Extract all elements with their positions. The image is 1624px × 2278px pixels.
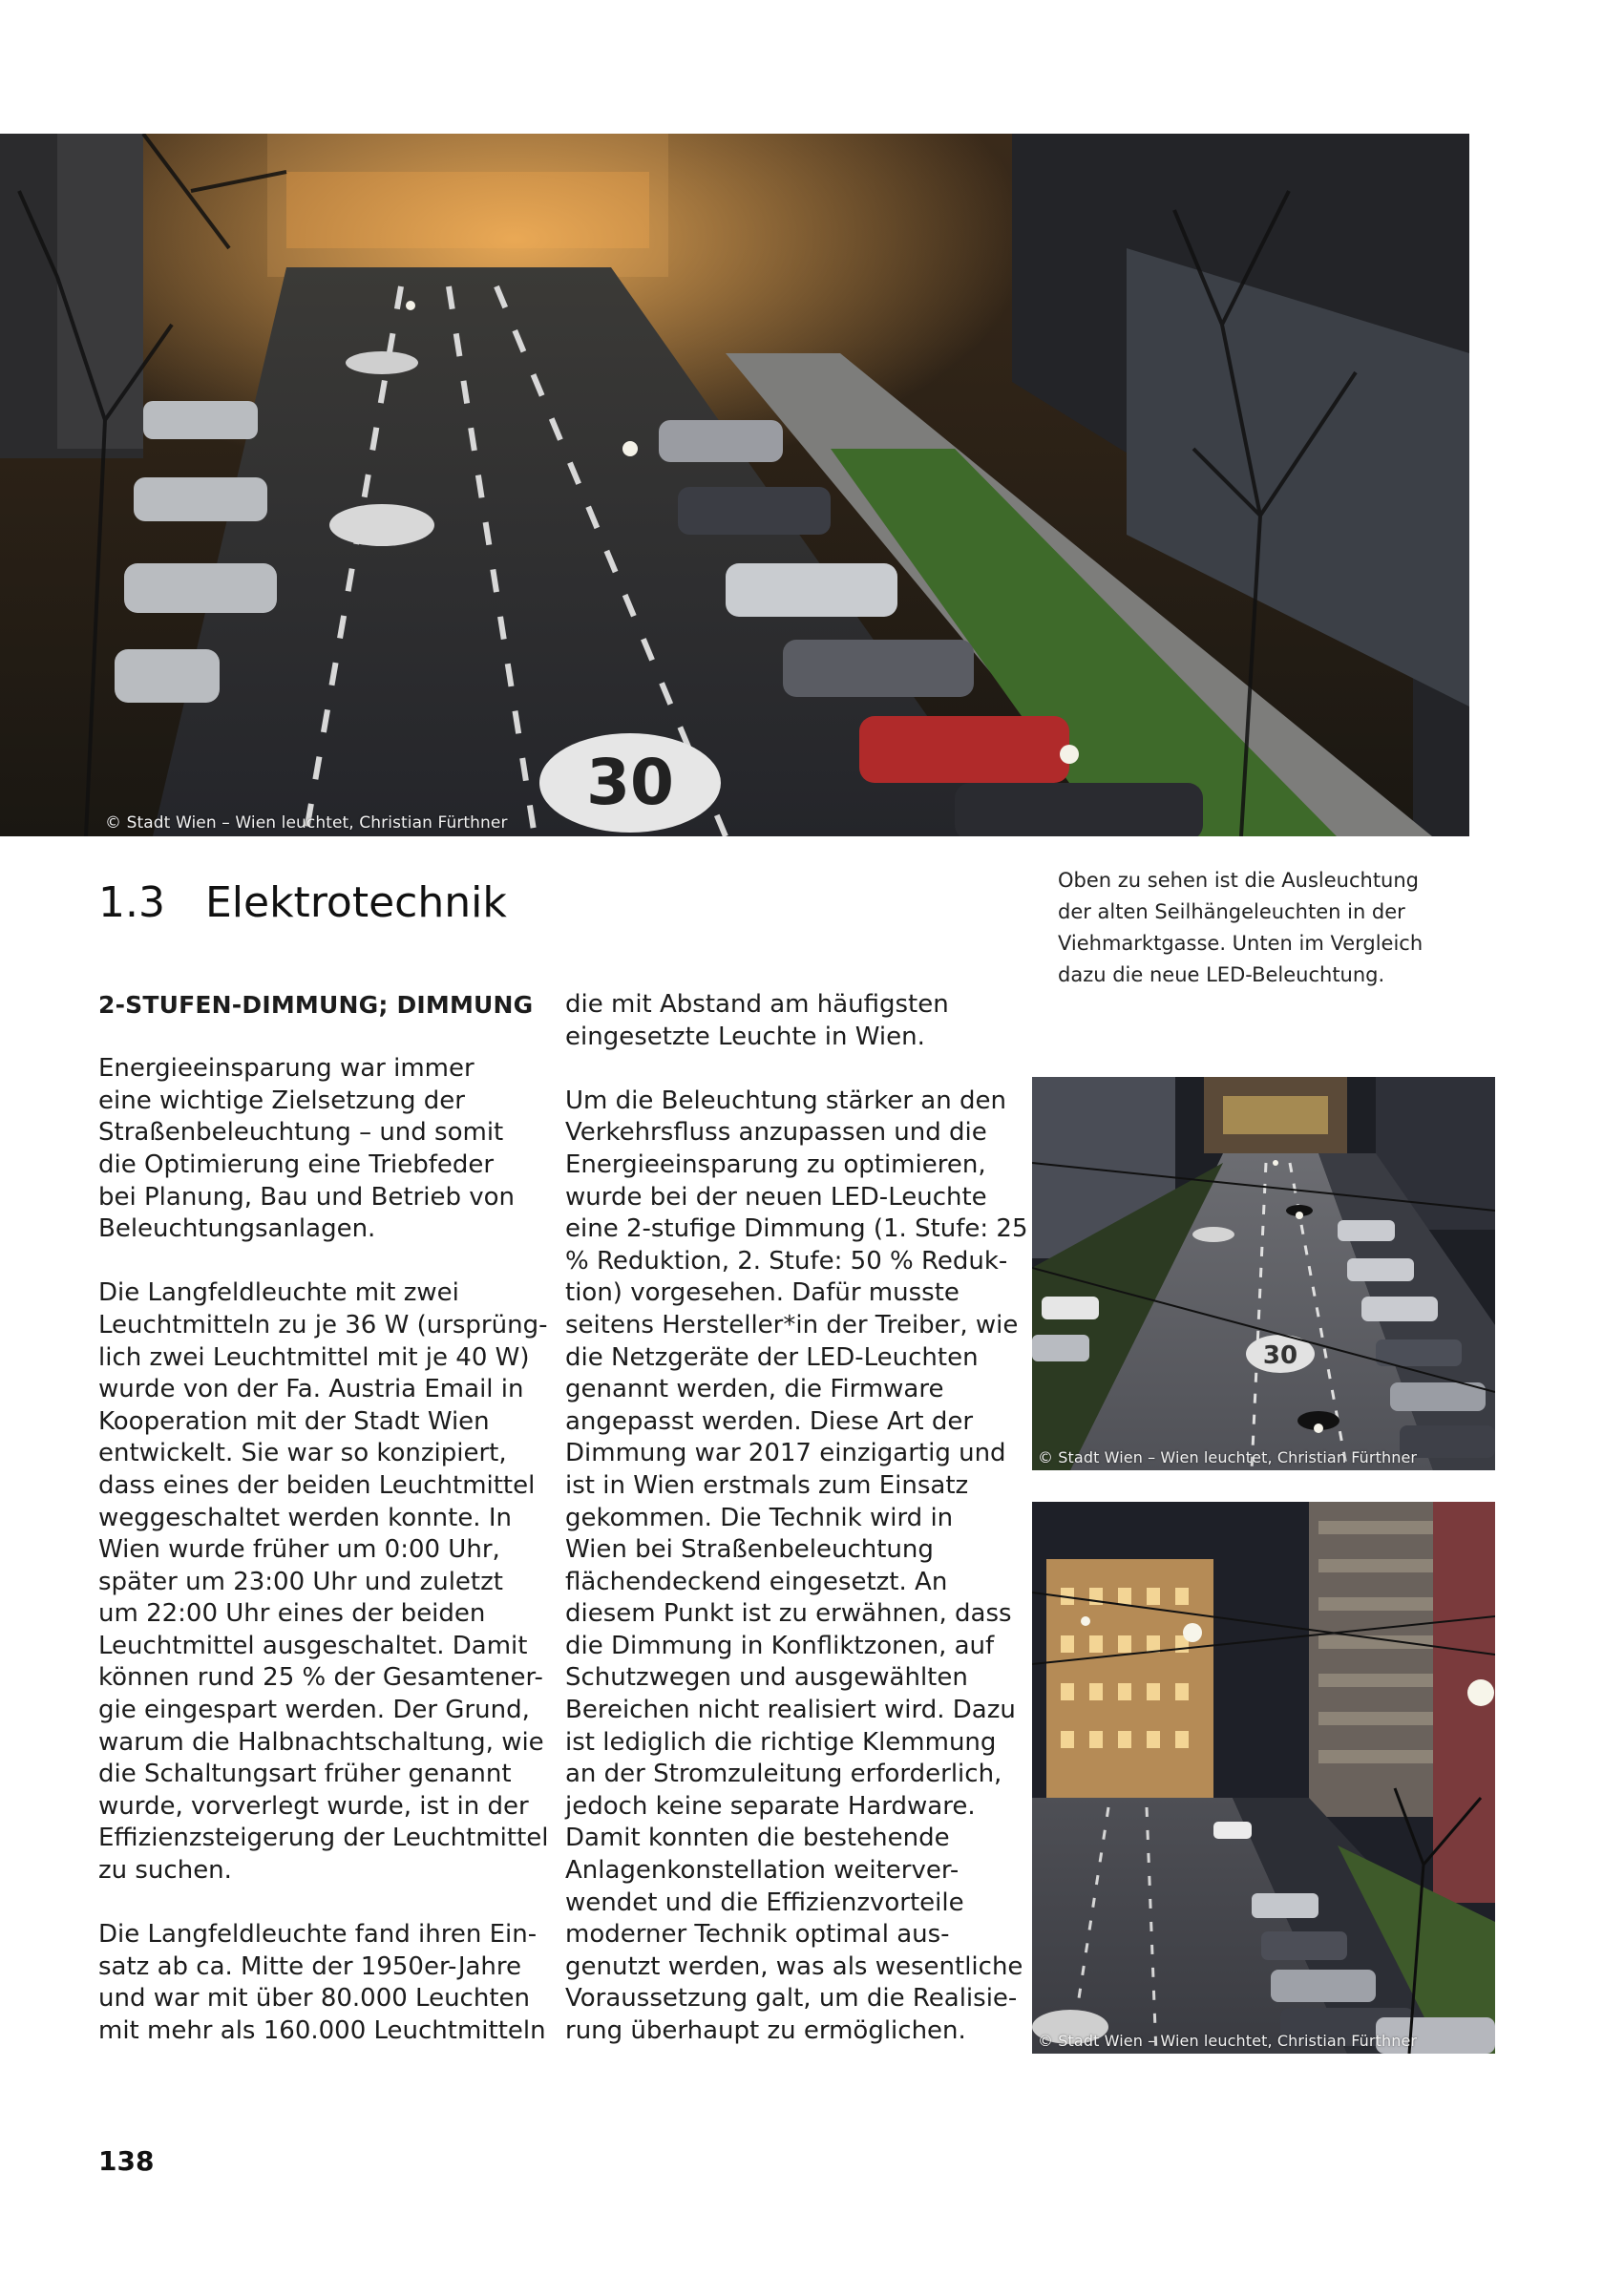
body-text-line: die Netzgeräte der LED-Leuchten (565, 1342, 979, 1372)
body-text-line: die Schaltungsart früher genannt (98, 1760, 512, 1789)
street-night-illustration (1032, 1077, 1495, 1470)
body-text-line: bei Planung, Bau und Betrieb von (98, 1182, 516, 1212)
photo-credit: © Stadt Wien – Wien leuchtet, Christian Fürthner (1038, 1448, 1418, 1466)
body-text-line: entwickelt. Sie war so konzipiert, (98, 1439, 507, 1468)
body-text-line: moderner Technik optimal aus- (565, 1920, 950, 1950)
svg-text:30: 30 (1262, 1341, 1298, 1370)
photo-led-lighting-1 (1032, 1077, 1495, 1470)
body-text-line: zu suchen. (98, 1856, 232, 1886)
caption-line: der alten Seilhängeleuchten in der (1058, 900, 1405, 923)
body-text-line: können rund 25 % der Gesamtener- (98, 1663, 543, 1693)
body-text-line: Wien wurde früher um 0:00 Uhr, (98, 1535, 500, 1565)
body-text-line: wurde, vorverlegt wurde, ist in der (98, 1791, 529, 1821)
body-text-line: Damit konnten die bestehende (565, 1824, 950, 1853)
body-text-line: dass eines der beiden Leuchtmittel (98, 1470, 536, 1500)
photo-credit: © Stadt Wien – Wien leuchtet, Christian Fürthner (1038, 2032, 1418, 2050)
section-heading (98, 878, 507, 927)
photo-led-lighting-2 (1032, 1502, 1495, 2054)
body-text-line: und war mit über 80.000 Leuchten (98, 1984, 531, 2014)
caption-line: Viehmarktgasse. Unten im Vergleich (1058, 932, 1424, 955)
body-text-line: Verkehrsfluss anzupassen und die (565, 1118, 987, 1148)
section-title: Elektrotechnik (204, 878, 507, 927)
body-text-line: genannt werden, die Firmware (565, 1375, 944, 1404)
road-marking-30 (539, 733, 721, 833)
caption-line: dazu die neue LED-Beleuchtung. (1058, 963, 1385, 986)
text-column-1 (98, 989, 549, 2048)
body-text-line: wurde von der Fa. Austria Email in (98, 1375, 524, 1404)
body-text-line: wendet und die Effizienzvorteile (565, 1888, 964, 1917)
body-text-line: um 22:00 Uhr eines der beiden (98, 1599, 486, 1629)
body-text-line: diesem Punkt ist zu erwähnen, dass (565, 1599, 1012, 1629)
body-text-line: rung überhaupt zu ermöglichen. (565, 2016, 966, 2045)
body-text-line: Wien bei Straßenbeleuchtung (565, 1535, 934, 1565)
body-text-line: weggeschaltet werden konnte. In (98, 1503, 512, 1532)
body-text-line: tion) vorgesehen. Dafür musste (565, 1278, 960, 1308)
body-text-line: die mit Abstand am häufigsten (565, 990, 949, 1019)
photo-credit: © Stadt Wien – Wien leuchtet, Christian Fürthner (105, 813, 508, 833)
body-text-line: % Reduktion, 2. Stufe: 50 % Reduk- (565, 1246, 1008, 1276)
photo-old-lighting (0, 134, 1469, 836)
body-text-line: die Dimmung in Konfliktzonen, auf (565, 1631, 995, 1660)
body-text-line: eingesetzte Leuchte in Wien. (565, 1022, 925, 1051)
section-number: 1.3 (98, 878, 165, 927)
body-text-line: die Optimierung eine Triebfeder (98, 1150, 495, 1179)
body-text-line: ist in Wien erstmals zum Einsatz (565, 1470, 969, 1500)
body-text-line: an der Stromzuleitung erforderlich, (565, 1760, 1002, 1789)
body-text-line: gie eingespart werden. Der Grund, (98, 1696, 530, 1725)
body-text-line: Schutzwegen und ausgewählten (565, 1663, 968, 1693)
body-text-line: Voraussetzung galt, um die Realisie- (565, 1984, 1018, 2014)
body-text-line: Leuchtmitteln zu je 36 W (ursprüng- (98, 1310, 548, 1339)
body-text-line: Die Langfeldleuchte mit zwei (98, 1278, 459, 1308)
body-text-line: mit mehr als 160.000 Leuchtmitteln (98, 2016, 546, 2045)
sub-heading: 2-STUFEN-DIMMUNG; DIMMUNG (98, 991, 534, 1019)
body-text-line: genutzt werden, was als wesentliche (565, 1951, 1023, 1981)
page-number: 138 (98, 2145, 155, 2177)
body-text-line: eine 2-stufige Dimmung (1. Stufe: 25 (565, 1214, 1028, 1244)
body-text-line: angepasst werden. Diese Art der (565, 1406, 974, 1436)
body-text-line: Dimmung war 2017 einzigartig und (565, 1439, 1006, 1468)
body-text-line: eine wichtige Zielsetzung der (98, 1086, 465, 1115)
body-text-line: satz ab ca. Mitte der 1950er-Jahre (98, 1951, 522, 1981)
body-text-line: Um die Beleuchtung stärker an den (565, 1086, 1006, 1115)
body-text-line: Bereichen nicht realisiert wird. Dazu (565, 1696, 1016, 1725)
body-text-line: flächendeckend eingesetzt. An (565, 1567, 948, 1596)
body-text-line: Anlagenkonstellation weiterver- (565, 1856, 960, 1886)
body-text-line: gekommen. Die Technik wird in (565, 1503, 954, 1532)
street-night-illustration (1032, 1502, 1495, 2054)
body-text-line: ist lediglich die richtige Klemmung (565, 1727, 997, 1757)
body-text-line: seitens Hersteller*in der Treiber, wie (565, 1310, 1019, 1339)
body-text-line: Energieeinsparung zu optimieren, (565, 1150, 986, 1179)
body-text-line: jedoch keine separate Hardware. (565, 1791, 976, 1821)
street-night-illustration (0, 134, 1469, 836)
body-text-line: Leuchtmittel ausgeschaltet. Damit (98, 1631, 528, 1660)
caption-line: Oben zu sehen ist die Ausleuchtung (1058, 869, 1420, 892)
body-text-line: warum die Halbnachtschaltung, wie (98, 1727, 544, 1757)
body-text-line: Kooperation mit der Stadt Wien (98, 1406, 490, 1436)
photo-caption (1058, 865, 1468, 991)
text-column-2 (565, 989, 1028, 2048)
body-text-line: später um 23:00 Uhr und zuletzt (98, 1567, 503, 1596)
body-text-line: wurde bei der neuen LED-Leuchte (565, 1182, 987, 1212)
body-text-line: lich zwei Leuchtmittel mit je 40 W) (98, 1342, 530, 1372)
body-text-line: Beleuchtungsanlagen. (98, 1214, 376, 1244)
svg-text:30: 30 (586, 746, 674, 819)
body-text-line: Straßenbeleuchtung – und somit (98, 1118, 504, 1148)
body-text-line: Effizienzsteigerung der Leuchtmittel (98, 1824, 549, 1853)
body-text-line: Energieeinsparung war immer (98, 1054, 475, 1084)
body-text-line: Die Langfeldleuchte fand ihren Ein- (98, 1920, 538, 1950)
